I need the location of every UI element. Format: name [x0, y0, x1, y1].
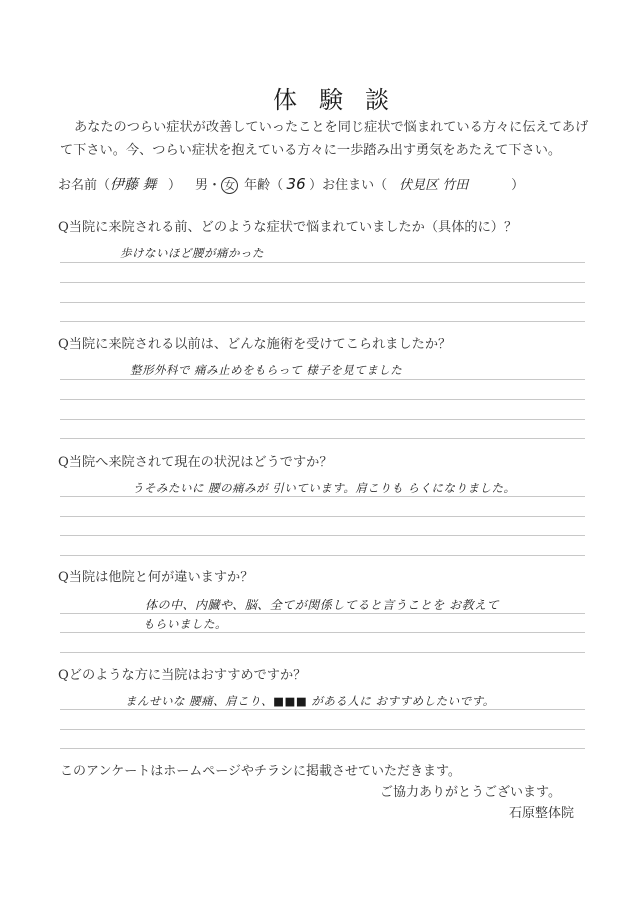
question-1: Q当院に来院される前、どのような症状で悩まれていましたか（具体的に）？ — [58, 220, 518, 235]
answer-rule — [60, 496, 585, 497]
gender-separator: ・ — [208, 178, 222, 193]
name-close: ） — [168, 178, 182, 193]
publication-notice: このアンケートはホームページやチラシに掲載させていただきます。 — [60, 764, 461, 779]
answer-rule — [60, 748, 585, 749]
address-value: 伏見区 竹田 — [399, 178, 469, 193]
question-3: Q当院へ来院されて現在の状況はどうですか？ — [58, 455, 333, 470]
name-label: お名前（ — [58, 178, 111, 193]
clinic-name: 石原整体院 — [509, 806, 575, 821]
answer-5-line-1: まんせいな 腰痛、肩こり、■■■ がある人に おすすめしたいです。 — [125, 694, 495, 708]
answer-rule — [60, 438, 585, 439]
answer-rule — [60, 613, 585, 614]
answer-rule — [60, 652, 585, 653]
answer-rule — [60, 262, 585, 263]
address-label: お住まい（ — [322, 178, 388, 193]
answer-rule — [60, 555, 585, 556]
age-value: 36 — [286, 175, 306, 193]
intro-text — [60, 116, 600, 162]
question-4: Q当院は他院と何が違いますか？ — [58, 570, 254, 585]
answer-rule — [60, 535, 585, 536]
question-2: Q当院に来院される以前は、どんな施術を受けてこられましたか？ — [58, 337, 452, 352]
age-label: 年齢（ — [244, 178, 284, 193]
answer-rule — [60, 729, 585, 730]
answer-1-line-1: 歩けないほど腰が痛かった — [120, 246, 264, 260]
answer-rule — [60, 302, 585, 303]
address-close: ） — [511, 178, 525, 193]
answer-rule — [60, 321, 585, 322]
respondent-info — [58, 174, 524, 194]
answer-rule — [60, 516, 585, 517]
answer-rule — [60, 379, 585, 380]
answer-4-line-1: 体の中、内臓や、脳、全てが関係してると言うことを お教えて — [145, 598, 500, 612]
answer-rule — [60, 632, 585, 633]
answer-2-line-1: 整形外科で 痛み止めをもらって 様子を見てました — [130, 363, 403, 377]
answer-4-line-2: もらいました。 — [143, 617, 227, 631]
intro-line-2: て下さい。今、つらい症状を抱えている方々に一歩踏み出す勇気をあたえて下さい。 — [60, 143, 562, 158]
intro-line-1: あなたのつらい症状が改善していったことを同じ症状で悩まれている方々に伝えてあげ — [74, 120, 589, 135]
answer-rule — [60, 282, 585, 283]
gender-female-circled: 女 — [221, 177, 238, 194]
question-5: Qどのような方に当院はおすすめですか？ — [58, 668, 307, 683]
answer-rule — [60, 399, 585, 400]
page-title: 体験談 — [273, 86, 411, 114]
thanks-text: ご協力ありがとうございます。 — [380, 785, 561, 800]
answer-rule — [60, 419, 585, 420]
name-value: 伊藤 舞 — [110, 177, 157, 193]
answer-3-line-1: うそみたいに 腰の痛みが 引いています。肩こりも らくになりました。 — [132, 481, 516, 495]
gender-male: 男 — [195, 178, 209, 193]
age-close: ） — [309, 178, 323, 193]
answer-rule — [60, 709, 585, 710]
